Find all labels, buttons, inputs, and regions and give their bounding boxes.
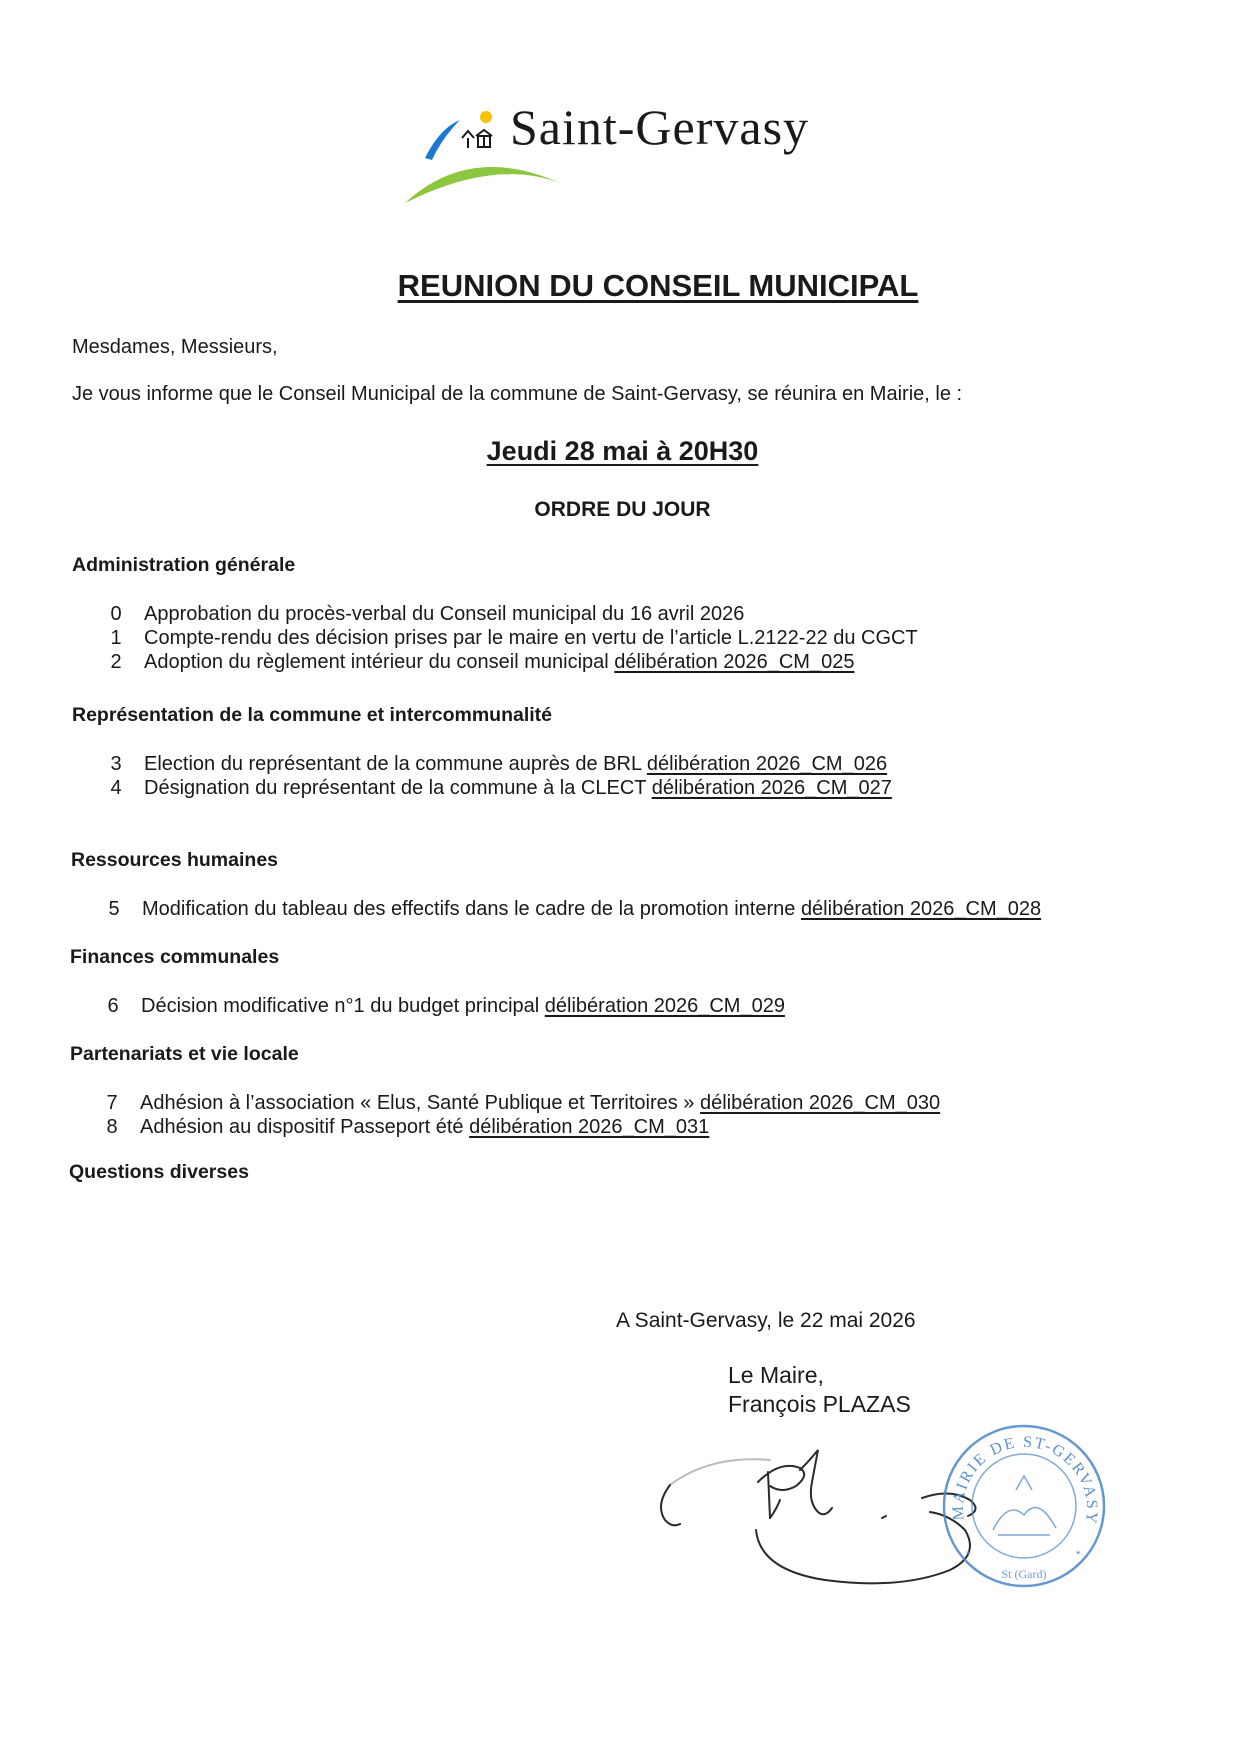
item-text: Approbation du procès-verbal du Conseil municipal du 16 avril 2026 [144,603,745,625]
logo [400,98,840,208]
item-link[interactable]: délibération 2026_CM_029 [544,995,785,1017]
item-link[interactable]: délibération 2026_CM_026 [646,753,888,775]
list-item [106,627,1106,651]
item-link[interactable]: délibération 2026_CM_031 [469,1116,710,1138]
logo-text: Saint-Gervasy [510,99,810,155]
section-title: Partenariats et vie locale [70,1043,299,1065]
list-item [103,995,1103,1019]
svg-text:MAIRIE DE ST-GERVASY: MAIRIE DE ST-GERVASY [949,1433,1101,1527]
list-item [106,651,1106,675]
list-item [106,753,1106,777]
list-item [106,603,1106,627]
item-link[interactable]: délibération 2026_CM_027 [651,777,892,799]
item-text: Adhésion à l’association « Elus, Santé Publique et Territoires » [140,1092,700,1114]
logo-swoosh-icon [425,120,460,160]
section-title: Représentation de la commune et intercommunalité [72,704,553,726]
signatory-role: Le Maire, [728,1362,824,1388]
signatory-name: François PLAZAS [728,1391,911,1417]
meeting-date: Jeudi 28 mai à 20H30 [486,436,759,466]
official-stamp [938,1420,1110,1592]
section-title: Questions diverses [69,1161,249,1183]
section-title: Administration générale [72,554,296,576]
intro-text: Je vous informe que le Conseil Municipal de la commune de Saint-Gervasy, se réunira en Mairie, le : [72,383,963,405]
greeting: Mesdames, Messieurs, [72,336,278,358]
item-link[interactable]: délibération 2026_CM_025 [614,651,855,673]
item-number: 2 [110,651,122,673]
item-text: Décision modificative n°1 du budget principal [141,995,545,1017]
item-text: Adoption du règlement intérieur du conseil municipal [144,651,615,673]
section-title: Ressources humaines [71,849,279,871]
item-text: Modification du tableau des effectifs dans le cadre de la promotion interne [142,898,801,920]
item-link[interactable]: délibération 2026_CM_030 [699,1092,941,1114]
page-title: REUNION DU CONSEIL MUNICIPAL [397,268,919,303]
list-item [106,777,1106,801]
list-item [102,1092,1102,1116]
item-number: 5 [108,898,120,920]
svg-text:*: * [966,1549,971,1561]
item-number: 8 [106,1116,118,1138]
item-number: 6 [107,995,119,1017]
item-text: Adhésion au dispositif Passeport été [140,1116,470,1138]
list-item [104,898,1154,922]
item-link[interactable]: délibération 2026_CM_028 [800,898,1042,920]
logo-sun-icon [480,111,492,123]
item-text: Election du représentant de la commune auprès de BRL [144,753,647,775]
item-number: 1 [110,627,122,649]
section-title: Finances communales [70,946,280,968]
item-number: 4 [110,777,122,799]
item-number: 3 [110,753,122,775]
item-number: 0 [110,603,122,625]
stamp-graphic [938,1420,1110,1592]
item-number: 7 [106,1092,118,1114]
agenda-title: ORDRE DU JOUR [534,498,711,521]
svg-text:St (Gard): St (Gard) [1001,1567,1047,1581]
svg-text:*: * [1076,1549,1081,1561]
logo-house-icon [462,130,492,148]
logo-hill-icon [405,167,560,203]
item-text: Désignation du représentant de la commune à la CLECT [144,777,652,799]
item-text: Compte-rendu des décision prises par le maire en vertu de l’article L.2122-22 du CGCT [144,627,918,649]
list-item [102,1116,1102,1140]
place-date: A Saint-Gervasy, le 22 mai 2026 [616,1309,916,1332]
